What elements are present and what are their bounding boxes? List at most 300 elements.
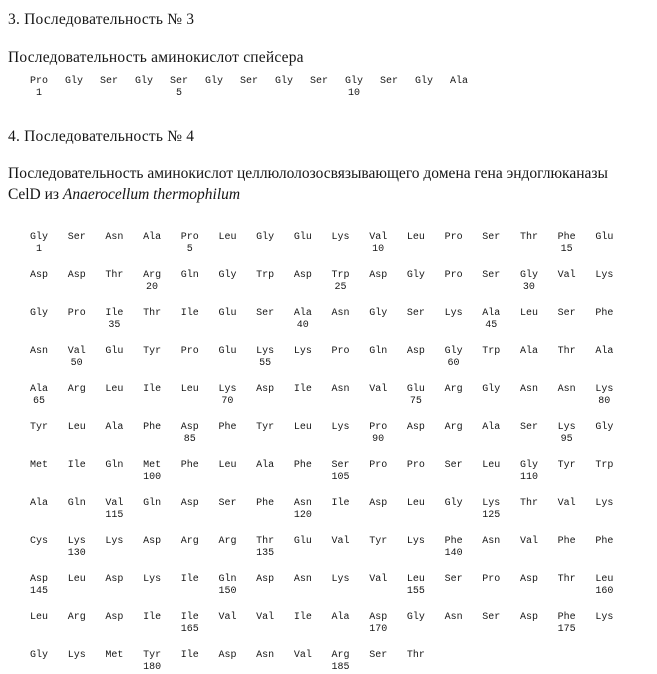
- residue-code: Asn: [482, 536, 501, 547]
- residue-cell: [68, 650, 106, 674]
- residue-position-number: 30: [522, 282, 535, 293]
- residue-code: Asp: [105, 574, 124, 585]
- residue-code: Gly: [30, 232, 49, 243]
- residue-cell: [482, 460, 520, 484]
- residue-cell: [68, 460, 106, 484]
- residue-position-number: [520, 244, 538, 256]
- residue-cell: [30, 612, 68, 636]
- residue-cell: [407, 536, 445, 560]
- residue-position-number: [181, 320, 199, 332]
- residue-cell: [558, 270, 596, 294]
- residue-cell: [65, 76, 100, 100]
- residue-cell: [294, 270, 332, 294]
- residue-cell: [30, 422, 68, 446]
- residue-code: Ser: [310, 76, 329, 87]
- organism-name: Anaerocellum thermophilum: [62, 186, 241, 203]
- residue-position-number: 5: [175, 88, 182, 99]
- residue-cell: [256, 650, 294, 674]
- residue-position-number: [407, 624, 425, 636]
- residue-position-number: 180: [143, 662, 162, 673]
- residue-code: Trp: [482, 346, 501, 357]
- residue-code: Glu: [218, 346, 237, 357]
- residue-cell: [445, 422, 483, 446]
- residue-position-number: [310, 88, 328, 100]
- residue-cell: [181, 536, 219, 560]
- residue-position-number: 95: [560, 434, 573, 445]
- residue-position-number: 25: [334, 282, 347, 293]
- residue-position-number: [105, 472, 123, 484]
- residue-position-number: [30, 282, 48, 294]
- residue-position-number: [135, 88, 153, 100]
- residue-cell: [482, 574, 520, 598]
- residue-position-number: [68, 320, 86, 332]
- residue-position-number: [558, 586, 576, 598]
- residue-code: Gly: [444, 346, 463, 357]
- residue-position-number: [275, 88, 293, 100]
- residue-position-number: [520, 510, 538, 522]
- residue-cell: [332, 536, 370, 560]
- residue-position-number: [256, 434, 274, 446]
- residue-cell: [30, 460, 68, 484]
- residue-position-number: [407, 282, 425, 294]
- residue-position-number: [369, 320, 387, 332]
- sequence-row: [30, 650, 657, 674]
- residue-code: Ala: [30, 498, 49, 509]
- residue-cell: [369, 308, 407, 332]
- residue-cell: [68, 536, 106, 560]
- residue-cell: [181, 232, 219, 256]
- residue-position-number: [256, 282, 274, 294]
- residue-code: Pro: [180, 232, 199, 243]
- residue-code: Gln: [105, 460, 124, 471]
- residue-code: Gln: [180, 270, 199, 281]
- residue-position-number: [105, 282, 123, 294]
- sequence-row: [30, 574, 657, 598]
- residue-position-number: [294, 434, 312, 446]
- residue-position-number: [558, 358, 576, 370]
- residue-code: Leu: [406, 574, 425, 585]
- residue-code: Leu: [30, 612, 49, 623]
- residue-code: Leu: [482, 460, 501, 471]
- residue-position-number: [218, 662, 236, 674]
- residue-cell: [218, 536, 256, 560]
- residue-cell: [294, 612, 332, 636]
- residue-cell: [482, 422, 520, 446]
- residue-cell: [294, 574, 332, 598]
- residue-position-number: [445, 510, 463, 522]
- residue-cell: [369, 232, 407, 256]
- residue-code: Asn: [519, 384, 538, 395]
- residue-position-number: 105: [331, 472, 350, 483]
- residue-cell: [105, 232, 143, 256]
- residue-position-number: [294, 358, 312, 370]
- residue-position-number: [369, 662, 387, 674]
- residue-position-number: [294, 548, 312, 560]
- residue-position-number: 40: [296, 320, 309, 331]
- residue-position-number: [369, 396, 387, 408]
- residue-position-number: [105, 244, 123, 256]
- residue-cell: [520, 460, 558, 484]
- residue-code: Met: [30, 460, 49, 471]
- residue-position-number: [445, 434, 463, 446]
- residue-position-number: 85: [183, 434, 196, 445]
- residue-code: Val: [369, 384, 388, 395]
- residue-cell: [105, 498, 143, 522]
- residue-cell: [181, 346, 219, 370]
- residue-cell: [218, 422, 256, 446]
- residue-position-number: [415, 88, 433, 100]
- residue-cell: [240, 76, 275, 100]
- residue-cell: [520, 498, 558, 522]
- residue-position-number: 135: [256, 548, 275, 559]
- residue-cell: [105, 346, 143, 370]
- residue-position-number: [369, 472, 387, 484]
- residue-cell: [294, 650, 332, 674]
- sequence-row: [30, 498, 657, 522]
- residue-position-number: [520, 320, 538, 332]
- residue-cell: [68, 498, 106, 522]
- residue-cell: [310, 76, 345, 100]
- residue-cell: [30, 574, 68, 598]
- residue-position-number: [181, 358, 199, 370]
- residue-cell: [105, 460, 143, 484]
- residue-cell: [482, 612, 520, 636]
- residue-code: Leu: [67, 422, 86, 433]
- residue-code: Val: [293, 650, 312, 661]
- residue-cell: [143, 612, 181, 636]
- residue-position-number: [294, 282, 312, 294]
- residue-position-number: 75: [409, 396, 422, 407]
- residue-position-number: [520, 396, 538, 408]
- residue-code: Asp: [218, 650, 237, 661]
- residue-position-number: [105, 586, 123, 598]
- residue-position-number: [332, 244, 350, 256]
- residue-position-number: [68, 244, 86, 256]
- residue-cell: [450, 76, 485, 100]
- sequence-row: [30, 536, 657, 560]
- residue-position-number: [256, 624, 274, 636]
- residue-cell: [68, 270, 106, 294]
- residue-code: Phe: [557, 232, 576, 243]
- residue-code: Phe: [444, 536, 463, 547]
- residue-position-number: [218, 472, 236, 484]
- residue-position-number: [30, 624, 48, 636]
- residue-position-number: [445, 586, 463, 598]
- sequence-row: [30, 422, 657, 446]
- residue-cell: [294, 346, 332, 370]
- residue-code: Val: [557, 270, 576, 281]
- residue-position-number: [595, 358, 613, 370]
- residue-code: Leu: [67, 574, 86, 585]
- residue-position-number: [68, 282, 86, 294]
- residue-cell: [256, 346, 294, 370]
- residue-position-number: [218, 548, 236, 560]
- residue-code: Glu: [293, 536, 312, 547]
- celd-description-line1: Последовательность аминокислот целлюлолозосвязывающего домена гена эндоглюканазы: [8, 165, 608, 182]
- residue-cell: [105, 650, 143, 674]
- residue-position-number: [407, 510, 425, 522]
- residue-cell: [445, 612, 483, 636]
- residue-cell: [520, 232, 558, 256]
- residue-cell: [332, 612, 370, 636]
- residue-code: Ser: [557, 308, 576, 319]
- residue-cell: [218, 270, 256, 294]
- residue-cell: [68, 574, 106, 598]
- residue-code: Val: [557, 498, 576, 509]
- residue-position-number: 165: [180, 624, 199, 635]
- residue-cell: [558, 346, 596, 370]
- residue-cell: [256, 308, 294, 332]
- residue-code: Ser: [482, 270, 501, 281]
- residue-position-number: [143, 548, 161, 560]
- residue-code: Leu: [406, 498, 425, 509]
- residue-code: Trp: [331, 270, 350, 281]
- residue-cell: [30, 308, 68, 332]
- residue-cell: [482, 308, 520, 332]
- residue-code: Pro: [180, 346, 199, 357]
- residue-code: Thr: [105, 270, 124, 281]
- residue-code: Gly: [519, 270, 538, 281]
- residue-cell: [595, 460, 633, 484]
- residue-position-number: [143, 244, 161, 256]
- residue-position-number: [407, 662, 425, 674]
- residue-cell: [445, 270, 483, 294]
- residue-code: Gln: [369, 346, 388, 357]
- residue-code: Lys: [331, 422, 350, 433]
- residue-code: Lys: [482, 498, 501, 509]
- residue-code: Asp: [369, 612, 388, 623]
- residue-code: Asp: [519, 574, 538, 585]
- residue-cell: [143, 498, 181, 522]
- residue-code: Lys: [406, 536, 425, 547]
- residue-code: Ile: [331, 498, 350, 509]
- residue-cell: [445, 346, 483, 370]
- residue-position-number: [332, 624, 350, 636]
- residue-position-number: [482, 396, 500, 408]
- celd-description: [8, 163, 657, 205]
- residue-cell: [520, 270, 558, 294]
- residue-position-number: [105, 662, 123, 674]
- residue-position-number: 35: [108, 320, 121, 331]
- residue-cell: [294, 308, 332, 332]
- residue-position-number: 55: [259, 358, 272, 369]
- residue-cell: [30, 76, 65, 100]
- residue-cell: [332, 308, 370, 332]
- residue-cell: [407, 612, 445, 636]
- residue-position-number: [294, 396, 312, 408]
- residue-cell: [332, 460, 370, 484]
- residue-cell: [445, 498, 483, 522]
- residue-cell: [218, 232, 256, 256]
- residue-cell: [68, 308, 106, 332]
- residue-position-number: [595, 434, 613, 446]
- residue-cell: [407, 270, 445, 294]
- residue-code: Arg: [444, 384, 463, 395]
- residue-code: Ile: [293, 612, 312, 623]
- residue-code: Val: [519, 536, 538, 547]
- residue-cell: [205, 76, 240, 100]
- residue-cell: [369, 574, 407, 598]
- residue-position-number: [30, 472, 48, 484]
- residue-cell: [181, 498, 219, 522]
- residue-cell: [30, 650, 68, 674]
- residue-cell: [143, 574, 181, 598]
- residue-code: Tyr: [143, 650, 162, 661]
- residue-position-number: [332, 396, 350, 408]
- residue-code: Ser: [170, 76, 189, 87]
- residue-position-number: 15: [560, 244, 573, 255]
- residue-position-number: [482, 548, 500, 560]
- residue-code: Phe: [595, 536, 614, 547]
- residue-position-number: [294, 244, 312, 256]
- residue-position-number: [218, 244, 236, 256]
- residue-cell: [68, 346, 106, 370]
- residue-code: Thr: [519, 498, 538, 509]
- residue-code: Asn: [30, 346, 49, 357]
- residue-code: Gly: [256, 232, 275, 243]
- residue-cell: [482, 270, 520, 294]
- residue-code: Asp: [180, 422, 199, 433]
- residue-position-number: [68, 434, 86, 446]
- residue-code: Ala: [293, 308, 312, 319]
- residue-cell: [407, 498, 445, 522]
- residue-position-number: [407, 472, 425, 484]
- residue-cell: [143, 270, 181, 294]
- residue-code: Asp: [293, 270, 312, 281]
- residue-position-number: [100, 88, 118, 100]
- residue-code: Lys: [256, 346, 275, 357]
- residue-code: Phe: [595, 308, 614, 319]
- residue-position-number: 130: [67, 548, 86, 559]
- residue-cell: [595, 270, 633, 294]
- residue-cell: [445, 536, 483, 560]
- residue-cell: [482, 536, 520, 560]
- residue-code: Val: [331, 536, 350, 547]
- residue-position-number: [68, 586, 86, 598]
- residue-position-number: [407, 320, 425, 332]
- residue-cell: [256, 498, 294, 522]
- residue-position-number: [256, 662, 274, 674]
- residue-position-number: [332, 320, 350, 332]
- residue-code: Lys: [331, 574, 350, 585]
- residue-cell: [558, 308, 596, 332]
- residue-cell: [256, 422, 294, 446]
- residue-position-number: [181, 510, 199, 522]
- residue-cell: [407, 346, 445, 370]
- residue-cell: [218, 346, 256, 370]
- residue-code: Ala: [519, 346, 538, 357]
- residue-code: Gln: [218, 574, 237, 585]
- residue-position-number: [520, 586, 538, 598]
- residue-position-number: [520, 624, 538, 636]
- residue-code: Glu: [105, 346, 124, 357]
- residue-code: Glu: [406, 384, 425, 395]
- residue-position-number: 10: [347, 88, 360, 99]
- residue-code: Asn: [444, 612, 463, 623]
- residue-code: Ala: [105, 422, 124, 433]
- residue-code: Lys: [67, 650, 86, 661]
- residue-cell: [181, 384, 219, 408]
- residue-cell: [143, 384, 181, 408]
- residue-code: Lys: [595, 384, 614, 395]
- residue-code: Val: [218, 612, 237, 623]
- residue-cell: [294, 460, 332, 484]
- residue-position-number: 120: [293, 510, 312, 521]
- residue-cell: [143, 422, 181, 446]
- residue-position-number: [294, 472, 312, 484]
- residue-code: Asp: [105, 612, 124, 623]
- residue-code: Ala: [482, 308, 501, 319]
- residue-position-number: 1: [35, 88, 42, 99]
- residue-cell: [294, 384, 332, 408]
- residue-code: Val: [256, 612, 275, 623]
- residue-code: Asp: [406, 422, 425, 433]
- residue-position-number: [143, 358, 161, 370]
- residue-position-number: [558, 510, 576, 522]
- residue-code: Ile: [143, 384, 162, 395]
- residue-code: Thr: [519, 232, 538, 243]
- residue-code: Arg: [67, 612, 86, 623]
- residue-cell: [143, 460, 181, 484]
- residue-position-number: [407, 434, 425, 446]
- residue-code: Asp: [143, 536, 162, 547]
- residue-position-number: 170: [369, 624, 388, 635]
- residue-position-number: [558, 282, 576, 294]
- residue-position-number: [30, 320, 48, 332]
- residue-code: Met: [143, 460, 162, 471]
- celd-cbd-sequence: [30, 232, 657, 674]
- residue-cell: [369, 422, 407, 446]
- residue-position-number: [218, 434, 236, 446]
- residue-code: Tyr: [369, 536, 388, 547]
- residue-code: Gln: [143, 498, 162, 509]
- residue-code: Val: [105, 498, 124, 509]
- residue-cell: [595, 308, 633, 332]
- residue-position-number: [68, 396, 86, 408]
- residue-position-number: [294, 624, 312, 636]
- residue-code: Ser: [100, 76, 119, 87]
- residue-code: Pro: [444, 270, 463, 281]
- residue-position-number: [181, 586, 199, 598]
- residue-cell: [256, 384, 294, 408]
- residue-code: Ser: [67, 232, 86, 243]
- residue-position-number: [256, 396, 274, 408]
- residue-cell: [482, 498, 520, 522]
- residue-cell: [181, 308, 219, 332]
- residue-code: Ile: [180, 612, 199, 623]
- residue-position-number: [482, 434, 500, 446]
- residue-code: Lys: [331, 232, 350, 243]
- residue-position-number: 70: [221, 396, 234, 407]
- residue-position-number: 5: [186, 244, 193, 255]
- residue-cell: [181, 460, 219, 484]
- residue-code: Arg: [331, 650, 350, 661]
- residue-position-number: [332, 510, 350, 522]
- residue-position-number: [181, 662, 199, 674]
- residue-code: Phe: [143, 422, 162, 433]
- residue-position-number: [595, 320, 613, 332]
- residue-cell: [369, 612, 407, 636]
- residue-cell: [218, 498, 256, 522]
- residue-code: Ala: [331, 612, 350, 623]
- residue-cell: [143, 232, 181, 256]
- residue-code: Leu: [595, 574, 614, 585]
- residue-code: Asn: [331, 308, 350, 319]
- residue-cell: [445, 460, 483, 484]
- residue-position-number: [445, 320, 463, 332]
- residue-position-number: [105, 396, 123, 408]
- residue-code: Met: [105, 650, 124, 661]
